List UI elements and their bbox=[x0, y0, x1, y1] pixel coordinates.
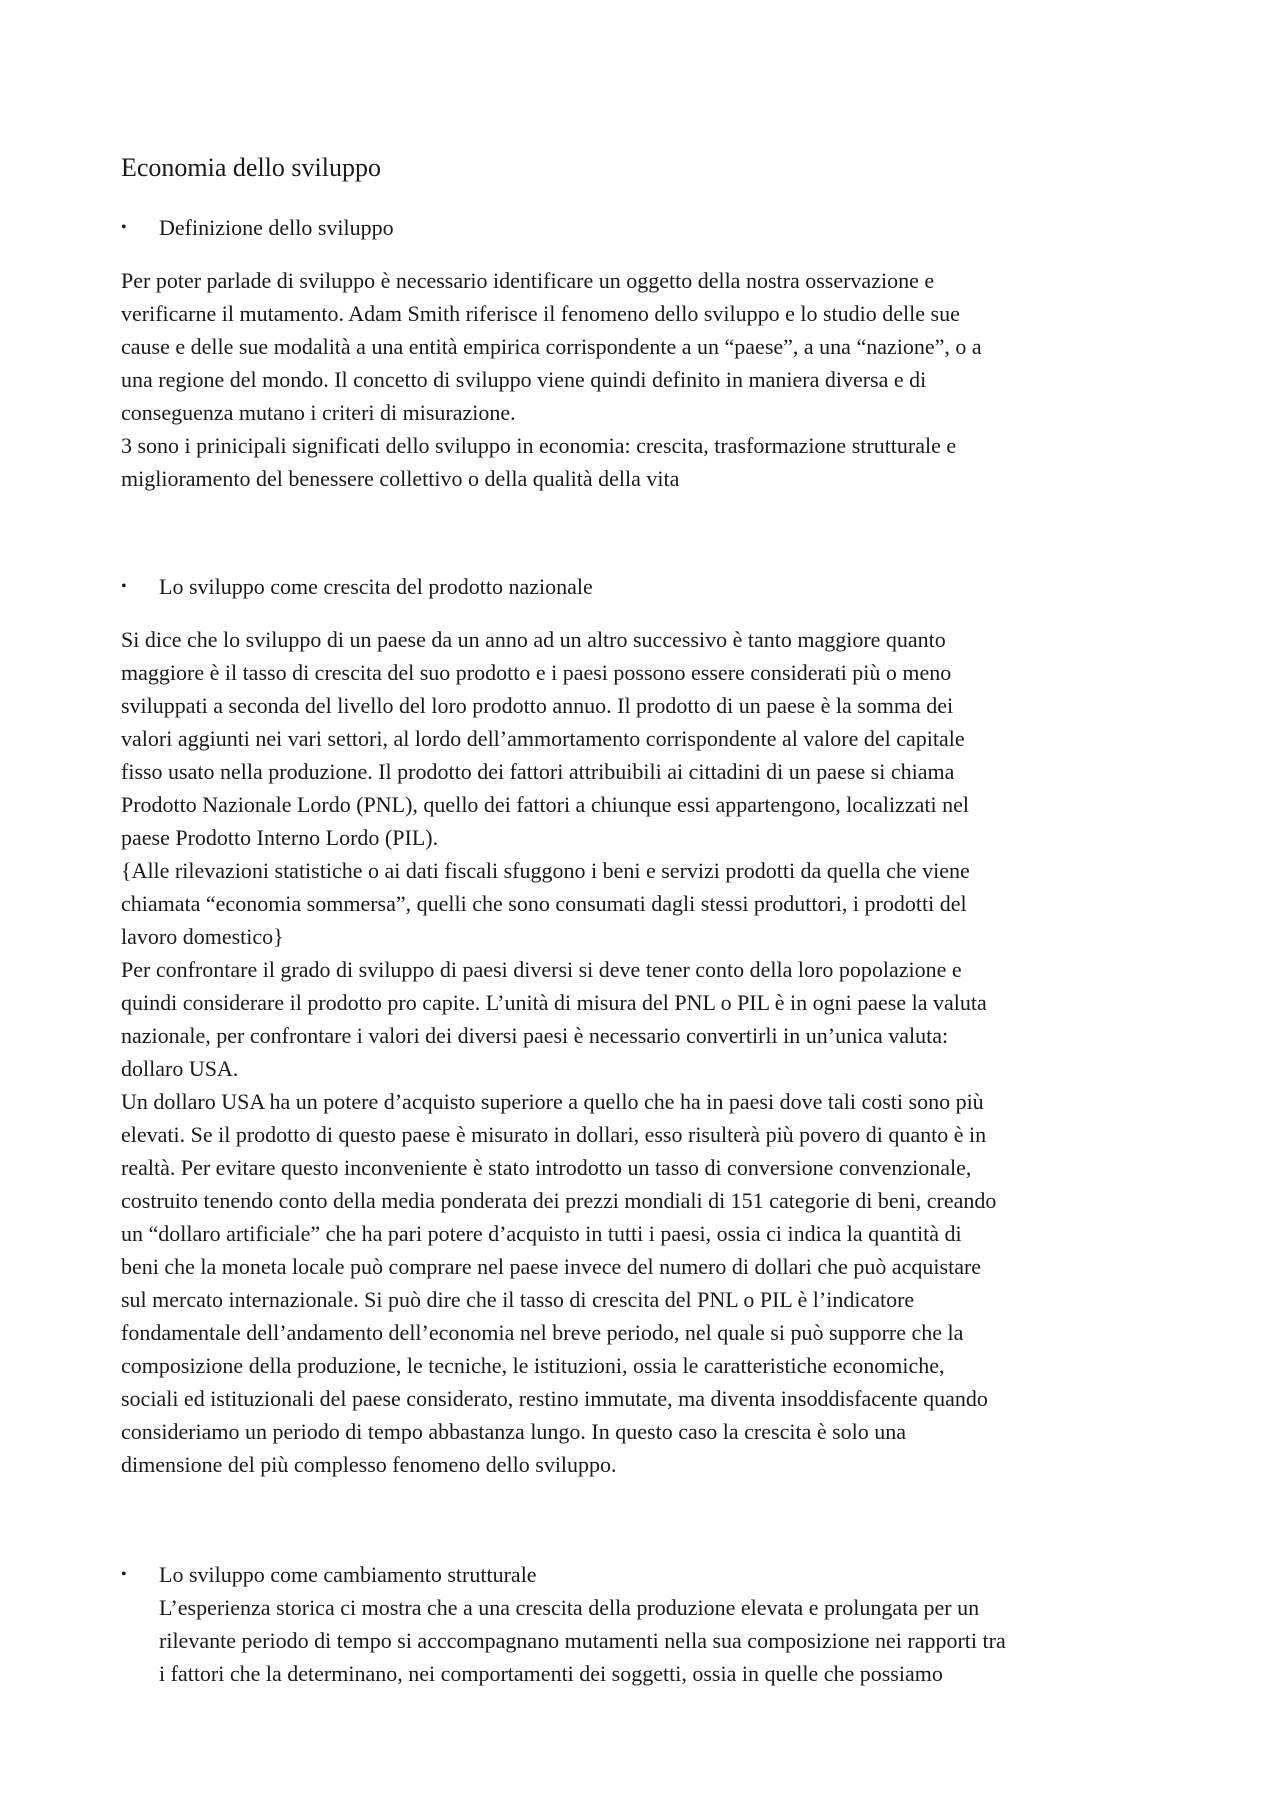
text-line: quindi considerare il prodotto pro capite. L’unità di misura del PNL o PIL è in ogni paese la valuta bbox=[121, 990, 987, 1015]
text-line: paese Prodotto Interno Lordo (PIL). bbox=[121, 825, 439, 850]
text-line: rilevante periodo di tempo si acccompagnano mutamenti nella sua composizione nei rapporti tra bbox=[159, 1628, 1006, 1653]
text-line: i fattori che la determinano, nei comportamenti dei soggetti, ossia in quelle che possiamo bbox=[159, 1661, 943, 1686]
text-line: valori aggiunti nei vari settori, al lordo dell’ammortamento corrispondente al valore del capitale bbox=[121, 726, 965, 751]
text-line: chiamata “economia sommersa”, quelli che sono consumati dagli stessi produttori, i prodotti del bbox=[121, 891, 967, 916]
section-paragraph-definizione bbox=[121, 264, 1171, 495]
section-heading-text: Lo sviluppo come crescita del prodotto nazionale bbox=[159, 574, 593, 599]
text-line: sul mercato internazionale. Si può dire che il tasso di crescita del PNL o PIL è l’indicatore bbox=[121, 1287, 915, 1312]
text-line: L’esperienza storica ci mostra che a una crescita della produzione elevata e prolungata per un bbox=[159, 1595, 980, 1620]
text-line: elevati. Se il prodotto di questo paese è misurato in dollari, esso risulterà più povero di quanto è in bbox=[121, 1122, 987, 1147]
section-heading-text: Definizione dello sviluppo bbox=[159, 215, 394, 240]
text-line: lavoro domestico} bbox=[121, 924, 284, 949]
text-line: dollaro USA. bbox=[121, 1056, 239, 1081]
text-line: verificarne il mutamento. Adam Smith riferisce il fenomeno dello sviluppo e lo studio delle sue bbox=[121, 301, 960, 326]
text-line: {Alle rilevazioni statistiche o ai dati fiscali sfuggono i beni e servizi prodotti da quella che viene bbox=[121, 858, 970, 883]
bullet-icon: • bbox=[121, 1566, 127, 1583]
text-line: consideriamo un periodo di tempo abbastanza lungo. In questo caso la crescita è solo una bbox=[121, 1419, 907, 1444]
text-line: miglioramento del benessere collettivo o della qualità della vita bbox=[121, 466, 680, 491]
text-line: Per confrontare il grado di sviluppo di paesi diversi si deve tener conto della loro popolazione e bbox=[121, 957, 962, 982]
section-paragraph-crescita bbox=[121, 623, 1171, 1481]
text-line: dimensione del più complesso fenomeno dello sviluppo. bbox=[121, 1452, 617, 1477]
text-line: Si dice che lo sviluppo di un paese da un anno ad un altro successivo è tanto maggiore quanto bbox=[121, 627, 946, 652]
text-line: sviluppati a seconda del livello del loro prodotto annuo. Il prodotto di un paese è la somma dei bbox=[121, 693, 954, 718]
text-line: realtà. Per evitare questo inconveniente è stato introdotto un tasso di conversione convenzionale, bbox=[121, 1155, 972, 1180]
bullet-icon: • bbox=[121, 578, 127, 595]
text-line: composizione della produzione, le tecniche, le istituzioni, ossia le caratteristiche economiche, bbox=[121, 1353, 945, 1378]
text-line: fisso usato nella produzione. Il prodotto dei fattori attribuibili ai cittadini di un paese si chiama bbox=[121, 759, 955, 784]
text-line: nazionale, per confrontare i valori dei diversi paesi è necessario convertirli in un’unica valuta: bbox=[121, 1023, 949, 1048]
text-line: maggiore è il tasso di crescita del suo prodotto e i paesi possono essere considerati più o meno bbox=[121, 660, 952, 685]
text-line: una regione del mondo. Il concetto di sviluppo viene quindi definito in maniera diversa e di bbox=[121, 367, 927, 392]
text-line: fondamentale dell’andamento dell’economia nel breve periodo, nel quale si può supporre che la bbox=[121, 1320, 964, 1345]
text-line: un “dollaro artificiale” che ha pari potere d’acquisto in tutti i paesi, ossia ci indica la quantità di bbox=[121, 1221, 962, 1246]
text-line: beni che la moneta locale può comprare nel paese invece del numero di dollari che può acquistare bbox=[121, 1254, 982, 1279]
text-line: 3 sono i prinicipali significati dello sviluppo in economia: crescita, trasformazione strutturale e bbox=[121, 433, 957, 458]
bullet-icon: • bbox=[121, 219, 127, 236]
text-line: costruito tenendo conto della media ponderata dei prezzi mondiali di 151 categorie di beni, creando bbox=[121, 1188, 997, 1213]
text-line: conseguenza mutano i criteri di misurazione. bbox=[121, 400, 516, 425]
document-title: Economia dello sviluppo bbox=[121, 153, 381, 182]
section-heading-text: Lo sviluppo come cambiamento strutturale bbox=[159, 1562, 537, 1587]
text-line: sociali ed istituzionali del paese considerato, restino immutate, ma diventa insoddisfacente quando bbox=[121, 1386, 988, 1411]
text-line: Per poter parlade di sviluppo è necessario identificare un oggetto della nostra osservazione e bbox=[121, 268, 935, 293]
section-paragraph-cambiamento bbox=[159, 1591, 1171, 1690]
text-line: cause e delle sue modalità a una entità empirica corrispondente a un “paese”, a una “nazione”, o a bbox=[121, 334, 982, 359]
text-line: Un dollaro USA ha un potere d’acquisto superiore a quello che ha in paesi dove tali costi sono più bbox=[121, 1089, 984, 1114]
text-line: Prodotto Nazionale Lordo (PNL), quello dei fattori a chiunque essi appartengono, localizzati nel bbox=[121, 792, 969, 817]
